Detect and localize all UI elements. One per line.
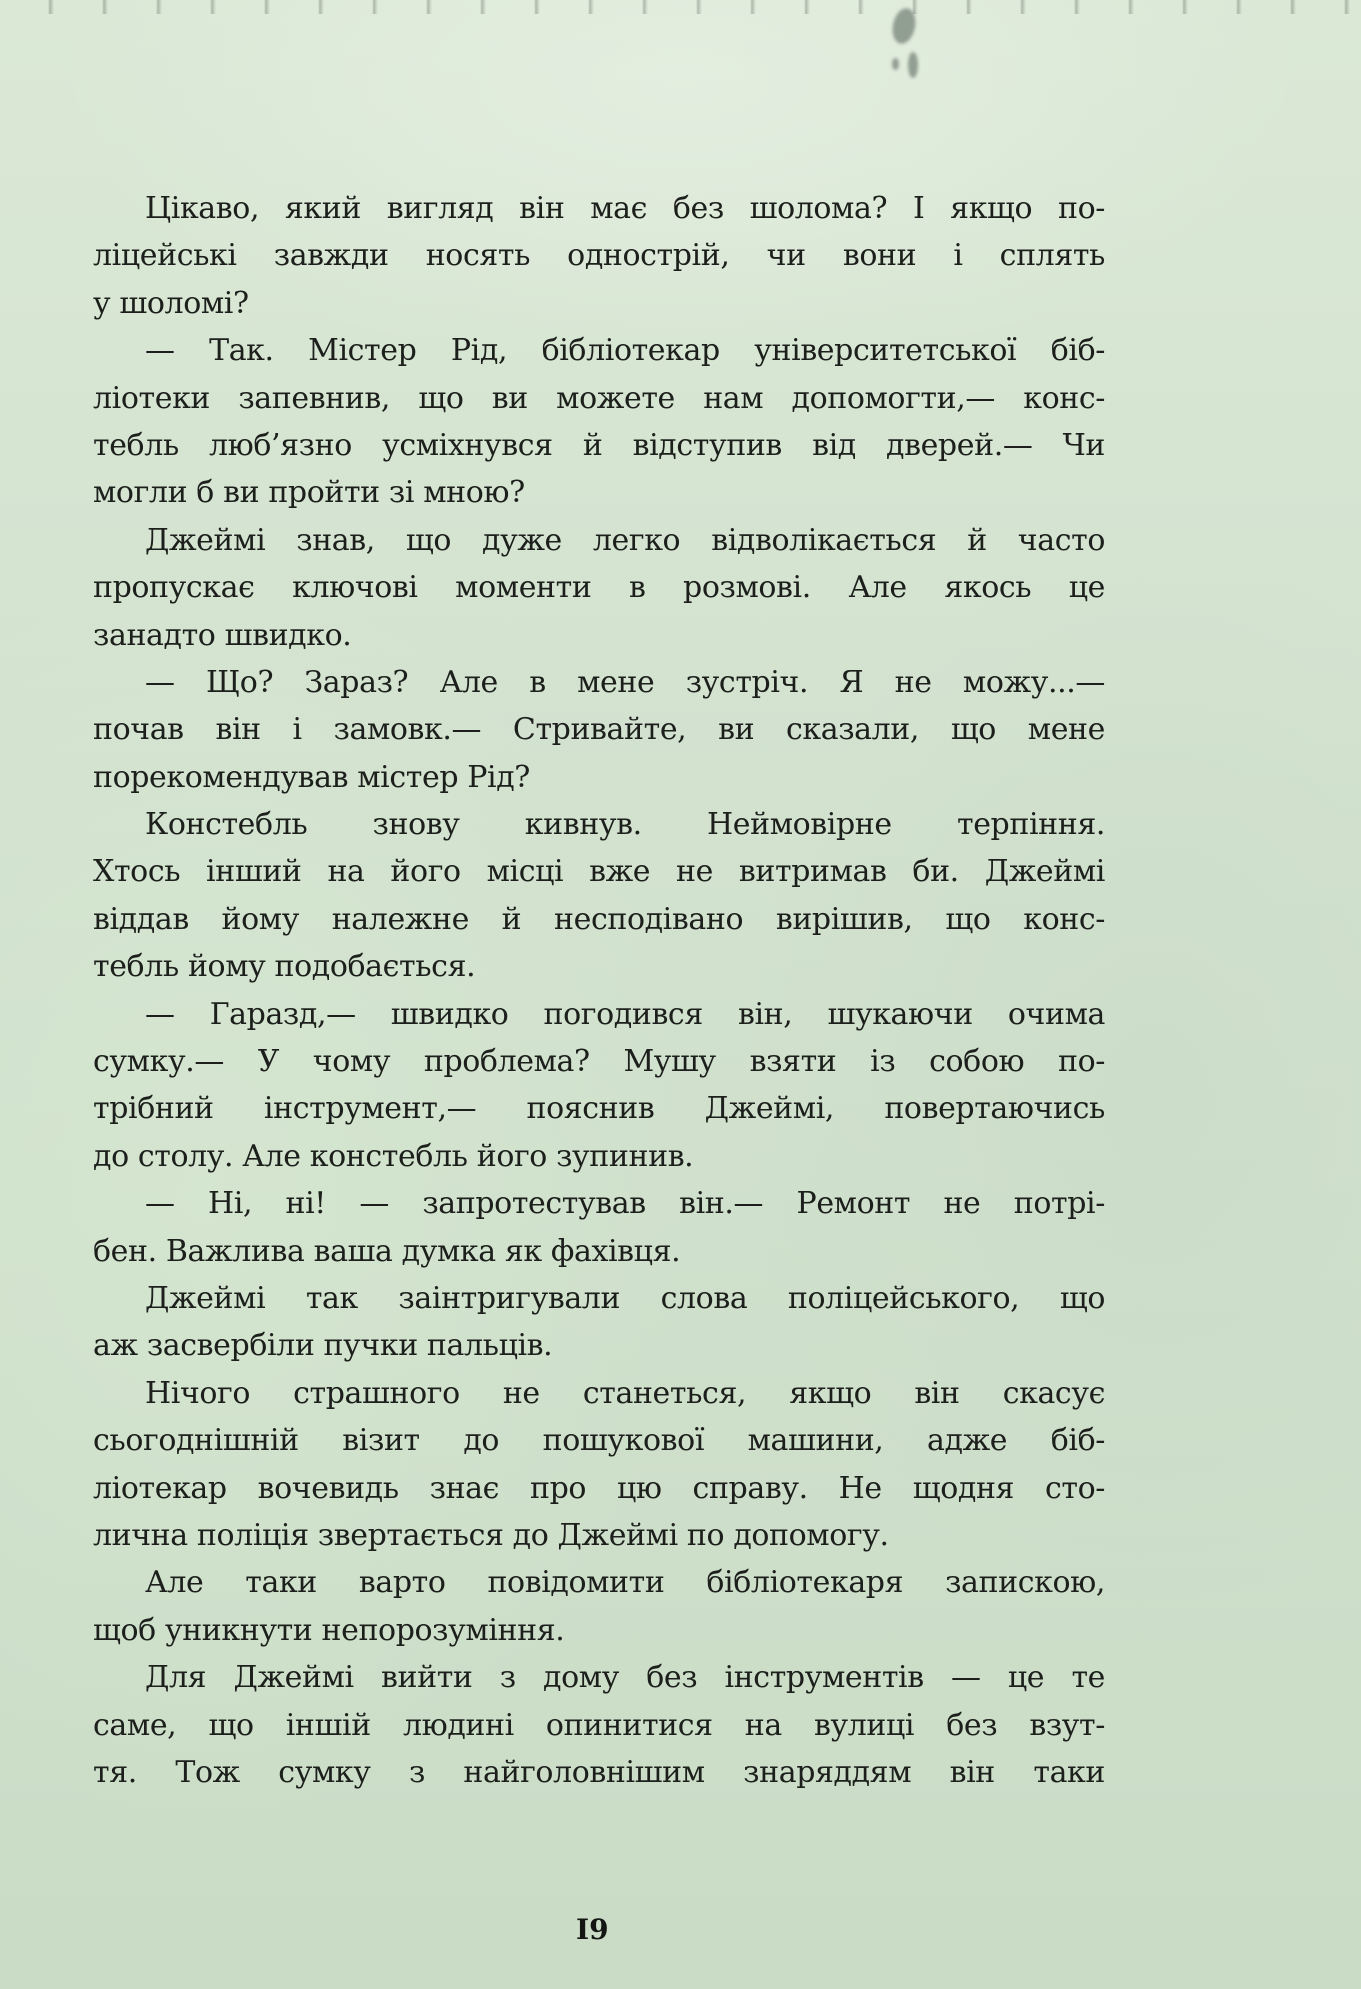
text-line: Джеймі знав, що дуже легко відволікається й часто — [145, 522, 1105, 558]
text-line: почав він і замовк.— Стривайте, ви сказали, що мене — [93, 712, 1105, 748]
text-line: лична поліція звертається до Джеймі по допомогу. — [93, 1517, 889, 1553]
text-line: тебль люб’язно усміхнувся й відступив від дверей.— Чи — [93, 427, 1105, 463]
text-line: Але таки варто повідомити бібліотекаря запискою, — [145, 1565, 1105, 1601]
ink-stain — [908, 52, 918, 78]
text-line: трібний інструмент,— пояснив Джеймі, повертаючись — [93, 1091, 1105, 1127]
text-line: саме, що іншій людині опинитися на вулиці без взут- — [93, 1707, 1105, 1743]
page-number: I9 — [576, 1913, 609, 1946]
text-line: — Так. Містер Рід, бібліотекар університетської біб- — [145, 333, 1105, 369]
text-line: Для Джеймі вийти з дому без інструментів — це те — [145, 1660, 1105, 1696]
text-line: до столу. Але констебль його зупинив. — [93, 1138, 694, 1174]
text-line: пропускає ключові моменти в розмові. Але якось це — [93, 570, 1105, 606]
page-top-edge — [0, 0, 1361, 14]
text-line: Джеймі так заінтригували слова поліцейського, що — [145, 1280, 1105, 1316]
text-line: аж засвербіли пучки пальців. — [93, 1328, 553, 1364]
text-line: щоб уникнути непорозуміння. — [93, 1612, 565, 1648]
text-line: ліотекар вочевидь знає про цю справу. Не щодня сто- — [93, 1470, 1105, 1506]
text-line: порекомендував містер Рід? — [93, 759, 530, 795]
text-line: тя. Тож сумку з найголовнішим знаряддям він таки — [93, 1754, 1105, 1790]
text-line: ліцейські завжди носять однострій, чи вони і сплять — [93, 238, 1105, 274]
text-line: ліотеки запевнив, що ви можете нам допомогти,— конс- — [93, 380, 1105, 416]
text-line: — Що? Зараз? Але в мене зустріч. Я не можу...— — [145, 664, 1105, 700]
text-line: — Ні, ні! — запротестував він.— Ремонт не потрі- — [145, 1186, 1105, 1222]
text-line: Хтось інший на його місці вже не витримав би. Джеймі — [93, 854, 1105, 890]
text-line: бен. Важлива ваша думка як фахівця. — [93, 1233, 681, 1269]
text-line: тебль йому подобається. — [93, 949, 476, 985]
text-line: могли б ви пройти зі мною? — [93, 475, 525, 511]
text-line: сьогоднішній візит до пошукової машини, адже біб- — [93, 1423, 1105, 1459]
ink-stain — [892, 58, 899, 70]
text-line: Цікаво, який вигляд він має без шолома? І якщо по- — [145, 191, 1105, 226]
text-line: занадто швидко. — [93, 617, 352, 653]
text-line: Нічого страшного не станеться, якщо він скасує — [145, 1375, 1105, 1411]
text-line: Констебль знову кивнув. Неймовірне терпіння. — [145, 807, 1105, 843]
text-line: сумку.— У чому проблема? Мушу взяти із собою по- — [93, 1044, 1105, 1080]
text-line: — Гаразд,— швидко погодився він, шукаючи очима — [145, 996, 1105, 1032]
page-body-text — [93, 185, 1105, 1796]
text-line: у шоломі? — [93, 285, 249, 321]
text-line: віддав йому належне й несподівано вирішив, що конс- — [93, 901, 1105, 937]
